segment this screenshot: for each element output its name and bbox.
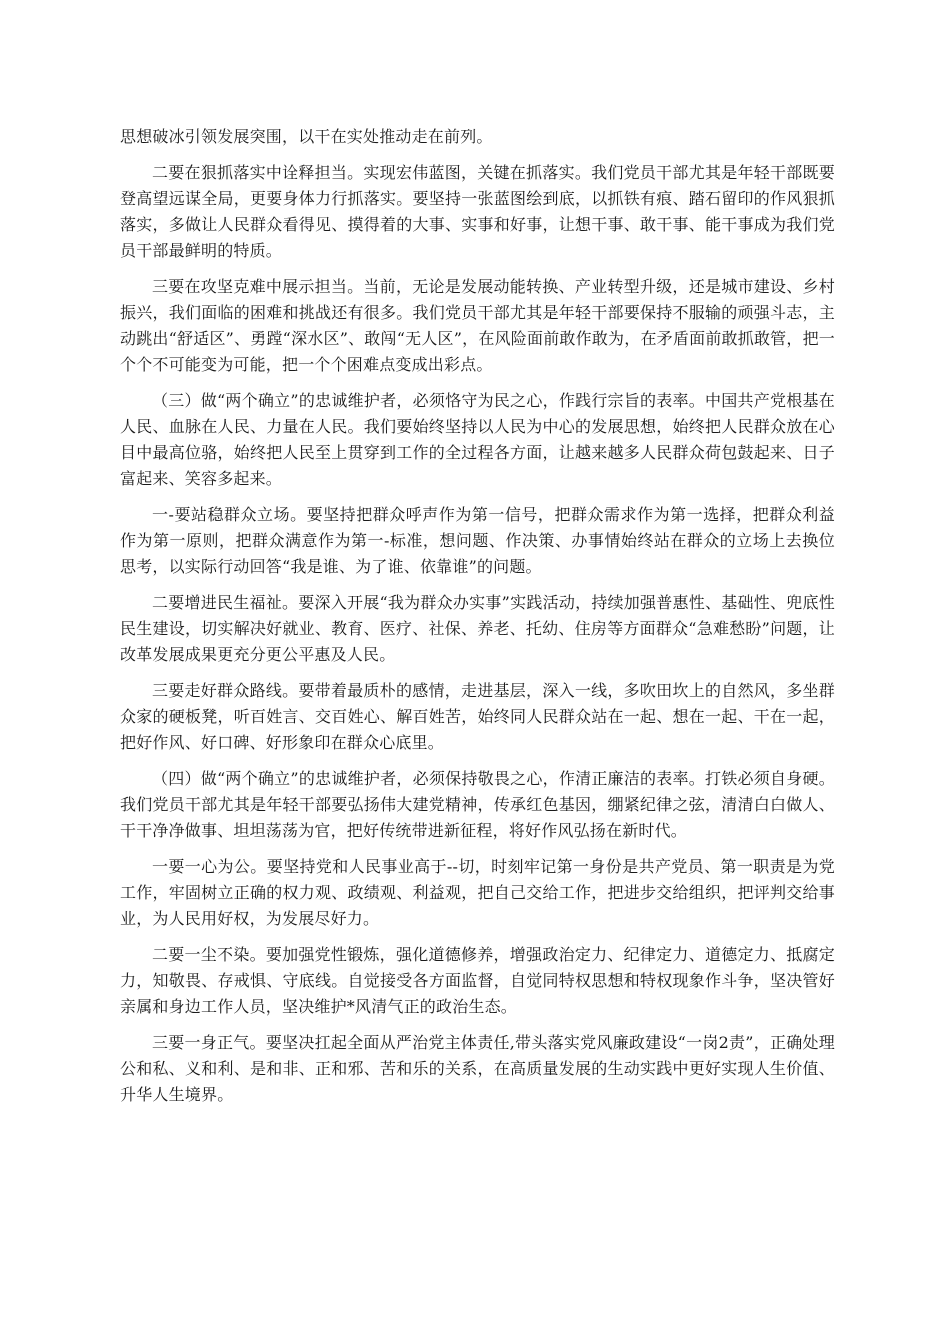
paragraph: 三要走好群众路线。要带着最质朴的感情，走进基层，深入一线，多吹田坎上的自然风，多坐群众家的硬板凳，听百姓言、交百姓心、解百姓苦，始终同人民群众站在一起、想在一起、干在一起，把好作风、好口碑、好形象印在群众心底里。 (120, 681, 835, 752)
document-body (120, 124, 835, 1118)
paragraph: 二要一尘不染。要加强党性锻炼，强化道德修养，增强政治定力、纪律定力、道德定力、抵腐定力，知敬畏、存戒惧、守底线。自觉接受各方面监督，自觉同特权思想和特权现象作斗争，坚决管好亲属和身边工作人员，坚决维护*风清气正的政治生态。 (120, 945, 835, 1016)
paragraph: （三）做“两个确立”的忠诚维护者，必须恪守为民之心，作践行宗旨的表率。中国共产党根基在人民、血脉在人民、力量在人民。我们要始终坚持以人民为中心的发展思想，始终把人民群众放在心目中最高位骆，始终把人民至上贯穿到工作的全过程各方面，让越来越多人民群众荷包鼓起来、日子富起来、笑容多起来。 (120, 391, 835, 488)
paragraph: 二要增进民生福祉。要深入开展“我为群众办实事”实践活动，持续加强普惠性、基础性、兜底性民生建设，切实解决好就业、教育、医疗、社保、养老、托幼、住房等方面群众“急难愁盼”问题，让改革发展成果更充分更公平惠及人民。 (120, 593, 835, 664)
paragraph: 二要在狠抓落实中诠释担当。实现宏伟蓝图，关键在抓落实。我们党员干部尤其是年轻干部既要登高望远谋全局，更要身体力行抓落实。要坚持一张蓝图绘到底，以抓铁有痕、踏石留印的作风狠抓落实，多做让人民群众看得见、摸得着的大事、实事和好事，让想干事、敢干事、能干事成为我们党员干部最鲜明的特质。 (120, 163, 835, 260)
paragraph: 思想破冰引领发展突围，以干在实处推动走在前列。 (120, 127, 493, 146)
paragraph: 三要一身正气。要坚决扛起全面从严治党主体责任,带头落实党风廉政建设“一岗2责”，正确处理公和私、义和利、是和非、正和邪、苦和乐的关系，在高质量发展的生动实践中更好实现人生价值、升华人生境界。 (120, 1033, 835, 1104)
paragraph: 一-要站稳群众立场。要坚持把群众呼声作为第一信号，把群众需求作为第一选择，把群众利益作为第一原则，把群众满意作为第一-标准，想问题、作决策、办事情始终站在群众的立场上去换位思考，以实际行动回答“我是谁、为了谁、依靠谁”的问题。 (120, 505, 835, 576)
paragraph: （四）做“两个确立”的忠诚维护者，必须保持敬畏之心，作清正廉洁的表率。打铁必须自身硬。我们党员干部尤其是年轻干部要弘扬伟大建党精神，传承红色基因，绷紧纪律之弦，清清白白做人、干干净净做事、坦坦荡荡为官，把好传统带进新征程，将好作风弘扬在新时代。 (120, 769, 835, 840)
paragraph: 三要在攻坚克难中展示担当。当前，无论是发展动能转换、产业转型升级，还是城市建设、乡村振兴，我们面临的困难和挑战还有很多。我们党员干部尤其是年轻干部要保持不服输的顽强斗志，主动跳出“舒适区”、勇蹚“深水区”、敢闯“无人区”，在风险面前敢作敢为，在矛盾面前敢抓敢管，把一个个不可能变为可能，把一个个困难点变成出彩点。 (120, 277, 835, 374)
paragraph: 一要一心为公。要坚持党和人民事业高于--切，时刻牢记第一身份是共产党员、第一职责是为党工作，牢固树立正确的权力观、政绩观、利益观，把自己交给工作，把进步交给组织，把评判交给事业，为人民用好权，为发展尽好力。 (120, 857, 835, 928)
